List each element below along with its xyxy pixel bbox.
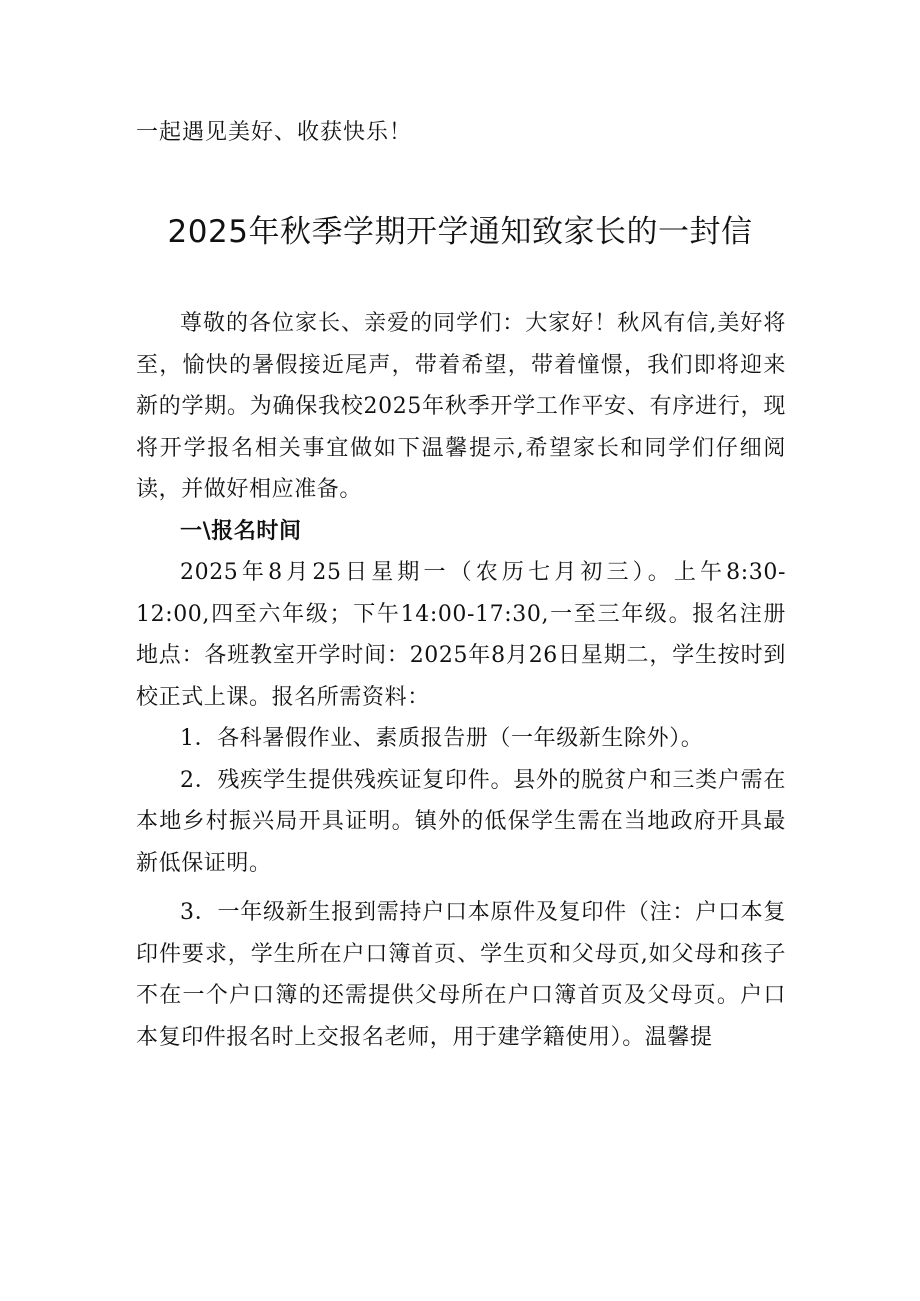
list-item: 1．各科暑假作业、素质报告册（一年级新生除外）。: [180, 726, 704, 751]
section-heading-registration-time: 一\报名时间: [180, 518, 302, 544]
page-title: 2025年秋季学期开学通知致家长的一封信: [167, 214, 753, 250]
schedule-paragraph: 2025年8月25日星期一（农历七月初三）。上午8:30-12:00,四至六年级；下午14:00-17:30,一至三年级。报名注册地点：各班教室开学时间：2025年8月26日星期二，学生按时到校正式上课。报名所需资料：: [136, 560, 786, 710]
intro-paragraph: 尊敬的各位家长、亲爱的同学们：大家好！秋风有信,美好将至，愉快的暑假接近尾声，带着希望，带着憧憬，我们即将迎来新的学期。为确保我校2025年秋季开学工作平安、有序进行，现将开学报名相关事宜做如下温馨提示,希望家长和同学们仔细阅读，并做好相应准备。: [136, 311, 786, 502]
list-item: 2．残疾学生提供残疾证复印件。县外的脱贫户和三类户需在本地乡村振兴局开具证明。镇外的低保学生需在当地政府开具最新低保证明。: [136, 767, 786, 876]
letter-body: [136, 303, 786, 1058]
closing-line: 一起遇见美好、收获快乐！: [136, 120, 413, 145]
list-item: 3．一年级新生报到需持户口本原件及复印件（注：户口本复印件要求，学生所在户口簿首页、学生页和父母页,如父母和孩子不在一个户口簿的还需提供父母所在户口簿首页及父母页。户口本复印件报名时上交报名老师，用于建学籍使用）。温馨提: [136, 900, 786, 1050]
